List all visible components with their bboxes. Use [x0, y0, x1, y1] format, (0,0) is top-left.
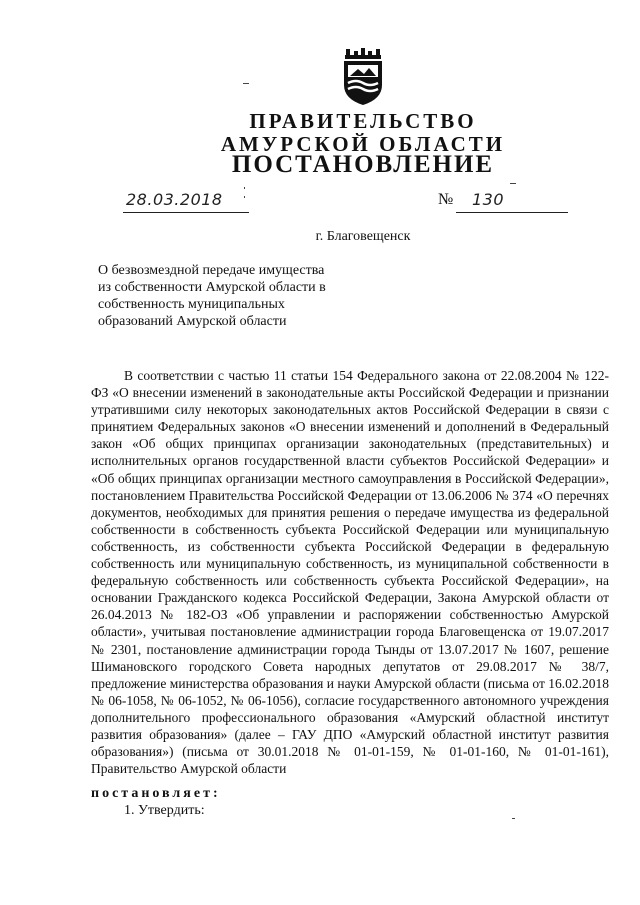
document-type: ПОСТАНОВЛЕНИЕ: [231, 151, 495, 178]
scan-mark: [244, 196, 245, 198]
subject-line: образований Амурской области: [98, 314, 287, 329]
number-value: 130: [472, 190, 505, 209]
resolves-word: постановляет:: [91, 786, 221, 801]
scan-mark: [512, 818, 515, 819]
item-1: 1. Утвердить:: [124, 803, 205, 818]
number-label: №: [438, 191, 454, 208]
scan-mark: [243, 83, 249, 84]
coat-of-arms-icon: [338, 47, 388, 107]
subject-line: из собственности Амурской области в: [98, 280, 326, 295]
scan-mark: [244, 187, 245, 189]
date-value: 28.03.2018: [126, 190, 223, 209]
subject-line: собственность муниципальных: [98, 297, 285, 312]
date-field: [123, 190, 249, 213]
city: г. Благовещенск: [315, 229, 411, 244]
number-field: [456, 190, 568, 213]
body-paragraph: В соответствии с частью 11 статьи 154 Федерального закона от 22.08.2004 № 122-ФЗ «О внесении изменений в законодательные акты Российской Федерации и признании утратившими силу некоторых законодательных актов Российской Федерации в связи с принятием Федеральных законов «О внесении изменений и дополнений в Федеральный закон «Об общих принципах организации законодательных (представительных) и исполнительных органов государственной власти субъектов Российской Федерации» и «Об общих принципах организации местного самоуправления в Российской Федерации», постановлением Правительства Российской Федерации от 13.06.2006 № 374 «О перечнях документов, необходимых для принятия решения о передаче имущества из федеральной собственности в собственность субъекта Российской Федерации или муниципальную собственность, из собственности субъекта Российской Федерации в федеральную собственность или муниципальную собственность, из муниципальной собственности в федеральную собственность или собственность субъекта Российской Федерации», на основании Гражданского кодекса Российской Федерации, Закона Амурской области от 26.04.2013 № 182-ОЗ «Об управлении и распоряжении собственностью Амурской области», учитывая постановление администрации города Благовещенска от 19.07.2017 № 2301, постановление администрации города Тынды от 13.07.2017 № 1607, решение Шимановского городского Совета народных депутатов от 29.08.2017 № 38/7, предложение министерства образования и науки Амурской области (письма от 16.02.2018 № 06-1058, № 06-1052, № 06-1056), согласие государственного автономного учреждения дополнительного профессионального образования «Амурский областной институт развития образования» (далее – ГАУ ДПО «Амурский областной институт развития образования») (письма от 30.01.2018 № 01-01-159, № 01-01-160, № 01-01-161), Правительство Амурской области: [91, 368, 609, 777]
scan-mark: [510, 183, 516, 184]
subject-block: [98, 262, 338, 330]
subject-line: О безвозмездной передаче имущества: [98, 263, 325, 278]
org-name-line2: АМУРСКОЙ ОБЛАСТИ: [220, 132, 506, 156]
org-name-line1: ПРАВИТЕЛЬСТВО: [249, 109, 477, 133]
